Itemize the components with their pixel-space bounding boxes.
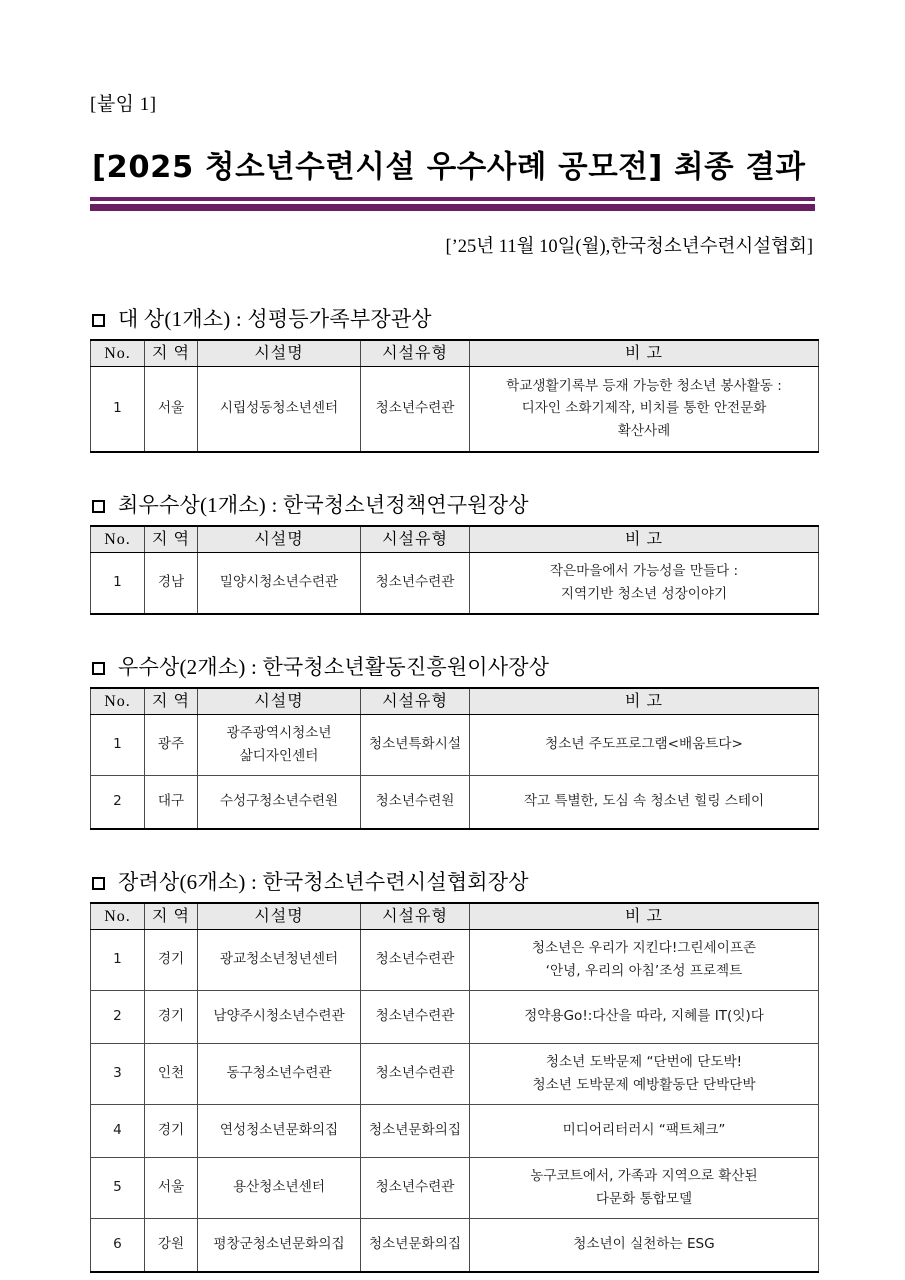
cell-facility [198,1043,361,1104]
hollow-square-bullet-icon [92,314,105,327]
section-heading [92,869,815,894]
column-header-facility-type: 시설유형 [361,526,470,553]
cell-no: 4 [91,1104,145,1157]
cell-facility-type: 청소년특화시설 [361,714,470,775]
cell-facility-line: 동구청소년수련관 [226,1065,332,1082]
cell-facility-line: 남양주시청소년수련관 [213,1008,345,1025]
cell-remark-line: 청소년 도박문제 예방활동단 단박단박 [532,1076,756,1093]
table-header-row [91,340,819,367]
table-row [91,1218,819,1272]
cell-no: 1 [91,929,145,990]
cell-region: 대구 [145,775,198,829]
cell-facility [198,929,361,990]
cell-facility-line: 삶디자인센터 [239,747,319,764]
cell-remark [470,366,819,452]
cell-facility [198,714,361,775]
cell-remark-line: 다문화 통합모델 [595,1190,693,1207]
column-header-region: 지 역 [145,526,198,553]
cell-no: 1 [91,552,145,614]
cell-no: 2 [91,775,145,829]
cell-facility [198,552,361,614]
hollow-square-bullet-icon [92,500,105,513]
accent-divider-thick [90,204,815,211]
cell-remark-line: 작고 특별한, 도심 속 청소년 힐링 스테이 [523,793,765,810]
column-header-facility: 시설명 [198,340,361,367]
cell-remark-line: 청소년 주도프로그램<배움트다> [545,736,743,753]
cell-facility-line: 밀양시청소년수련관 [219,574,339,591]
column-header-region: 지 역 [145,340,198,367]
attachment-tag: [붙임 1] [90,94,157,115]
cell-facility-type: 청소년수련원 [361,775,470,829]
cell-remark-line: 지역기반 청소년 성장이야기 [560,585,728,602]
cell-facility [198,990,361,1043]
cell-facility-line: 광교청소년청년센터 [219,951,339,968]
table-row [91,1104,819,1157]
cell-remark [470,775,819,829]
cell-remark-line: 작은마을에서 가능성을 만들다 : [549,563,739,580]
cell-region: 경기 [145,1104,198,1157]
award-table [90,339,819,453]
cell-remark-line: 확산사례 [617,422,671,439]
cell-facility [198,1104,361,1157]
cell-facility-type: 청소년수련관 [361,1157,470,1218]
cell-region: 강원 [145,1218,198,1272]
cell-remark-line: 미디어리터러시 “팩트체크” [562,1122,726,1139]
column-header-facility: 시설명 [198,688,361,715]
column-header-remark: 비 고 [470,688,819,715]
cell-facility [198,1218,361,1272]
column-header-facility-type: 시설유형 [361,340,470,367]
column-header-no: No. [91,688,145,715]
cell-facility-type: 청소년수련관 [361,990,470,1043]
document-subtitle: [’25년 11월 10일(월),한국청소년수련시설협회] [445,237,813,258]
award-table [90,525,819,615]
cell-remark-line: 청소년은 우리가 지킨다!그린세이프존 [531,940,757,957]
cell-remark-line: 정약용Go!:다산을 따라, 지혜를 IT(잇)다 [524,1008,764,1025]
section-heading [92,654,815,679]
cell-facility-type: 청소년수련관 [361,929,470,990]
table-row [91,929,819,990]
award-section [90,492,815,615]
cell-remark-line: 청소년 도박문제 “단번에 단도박! [545,1054,743,1071]
cell-remark [470,929,819,990]
cell-facility-type: 청소년문화의집 [361,1218,470,1272]
section-heading [92,492,815,517]
award-section [90,654,815,830]
section-heading-label: 장려상(6개소) : 한국청소년수련시설협회장상 [118,869,529,894]
column-header-facility-type: 시설유형 [361,688,470,715]
cell-facility [198,775,361,829]
cell-no: 1 [91,366,145,452]
cell-no: 6 [91,1218,145,1272]
cell-region: 서울 [145,366,198,452]
section-heading-label: 우수상(2개소) : 한국청소년활동진흥원이사장상 [118,654,550,679]
award-section [90,306,815,453]
cell-remark [470,714,819,775]
page-title: [2025 청소년수련시설 우수사례 공모전] 최종 결과 [92,150,806,185]
award-table [90,902,819,1273]
award-table [90,687,819,830]
hollow-square-bullet-icon [92,877,105,890]
cell-facility-type: 청소년수련관 [361,1043,470,1104]
section-heading [92,306,815,331]
cell-no: 5 [91,1157,145,1218]
column-header-no: No. [91,340,145,367]
table-row [91,990,819,1043]
column-header-no: No. [91,526,145,553]
award-sections [90,306,815,1273]
cell-region: 경남 [145,552,198,614]
cell-facility-type: 청소년수련관 [361,366,470,452]
cell-facility-type: 청소년문화의집 [361,1104,470,1157]
cell-remark [470,1043,819,1104]
cell-facility-line: 시립성동청소년센터 [219,400,339,417]
column-header-region: 지 역 [145,688,198,715]
cell-facility-line: 용산청소년센터 [233,1179,325,1196]
table-header-row [91,903,819,930]
cell-remark-line: 학교생활기록부 등재 가능한 청소년 봉사활동 : [506,377,782,394]
cell-region: 경기 [145,929,198,990]
column-header-facility-type: 시설유형 [361,903,470,930]
cell-region: 경기 [145,990,198,1043]
cell-facility-line: 평창군청소년문화의집 [213,1236,345,1253]
award-section [90,869,815,1273]
table-row [91,714,819,775]
accent-divider [90,197,815,211]
cell-no: 3 [91,1043,145,1104]
cell-region: 광주 [145,714,198,775]
column-header-facility: 시설명 [198,903,361,930]
cell-remark-line: ‘안녕, 우리의 아침’조성 프로젝트 [545,962,743,979]
cell-remark-line: 청소년이 실천하는 ESG [573,1236,715,1253]
table-row [91,552,819,614]
cell-remark [470,1218,819,1272]
cell-facility-line: 수성구청소년수련원 [219,793,339,810]
table-header-row [91,526,819,553]
table-row [91,366,819,452]
cell-remark [470,990,819,1043]
cell-facility-type: 청소년수련관 [361,552,470,614]
section-heading-label: 최우수상(1개소) : 한국청소년정책연구원장상 [118,492,529,517]
cell-remark-line: 농구코트에서, 가족과 지역으로 확산된 [530,1168,758,1185]
column-header-region: 지 역 [145,903,198,930]
cell-remark [470,1157,819,1218]
cell-facility [198,1157,361,1218]
cell-facility [198,366,361,452]
column-header-remark: 비 고 [470,526,819,553]
column-header-no: No. [91,903,145,930]
section-heading-label: 대 상(1개소) : 성평등가족부장관상 [118,306,432,331]
cell-no: 2 [91,990,145,1043]
table-row [91,1157,819,1218]
table-header-row [91,688,819,715]
cell-facility-line: 연성청소년문화의집 [219,1122,339,1139]
cell-region: 인천 [145,1043,198,1104]
cell-facility-line: 광주광역시청소년 [226,725,332,742]
column-header-remark: 비 고 [470,340,819,367]
cell-remark [470,1104,819,1157]
table-row [91,775,819,829]
cell-region: 서울 [145,1157,198,1218]
column-header-remark: 비 고 [470,903,819,930]
cell-remark [470,552,819,614]
cell-remark-line: 디자인 소화기제작, 비치를 통한 안전문화 [521,400,767,417]
table-row [91,1043,819,1104]
hollow-square-bullet-icon [92,662,105,675]
column-header-facility: 시설명 [198,526,361,553]
cell-no: 1 [91,714,145,775]
